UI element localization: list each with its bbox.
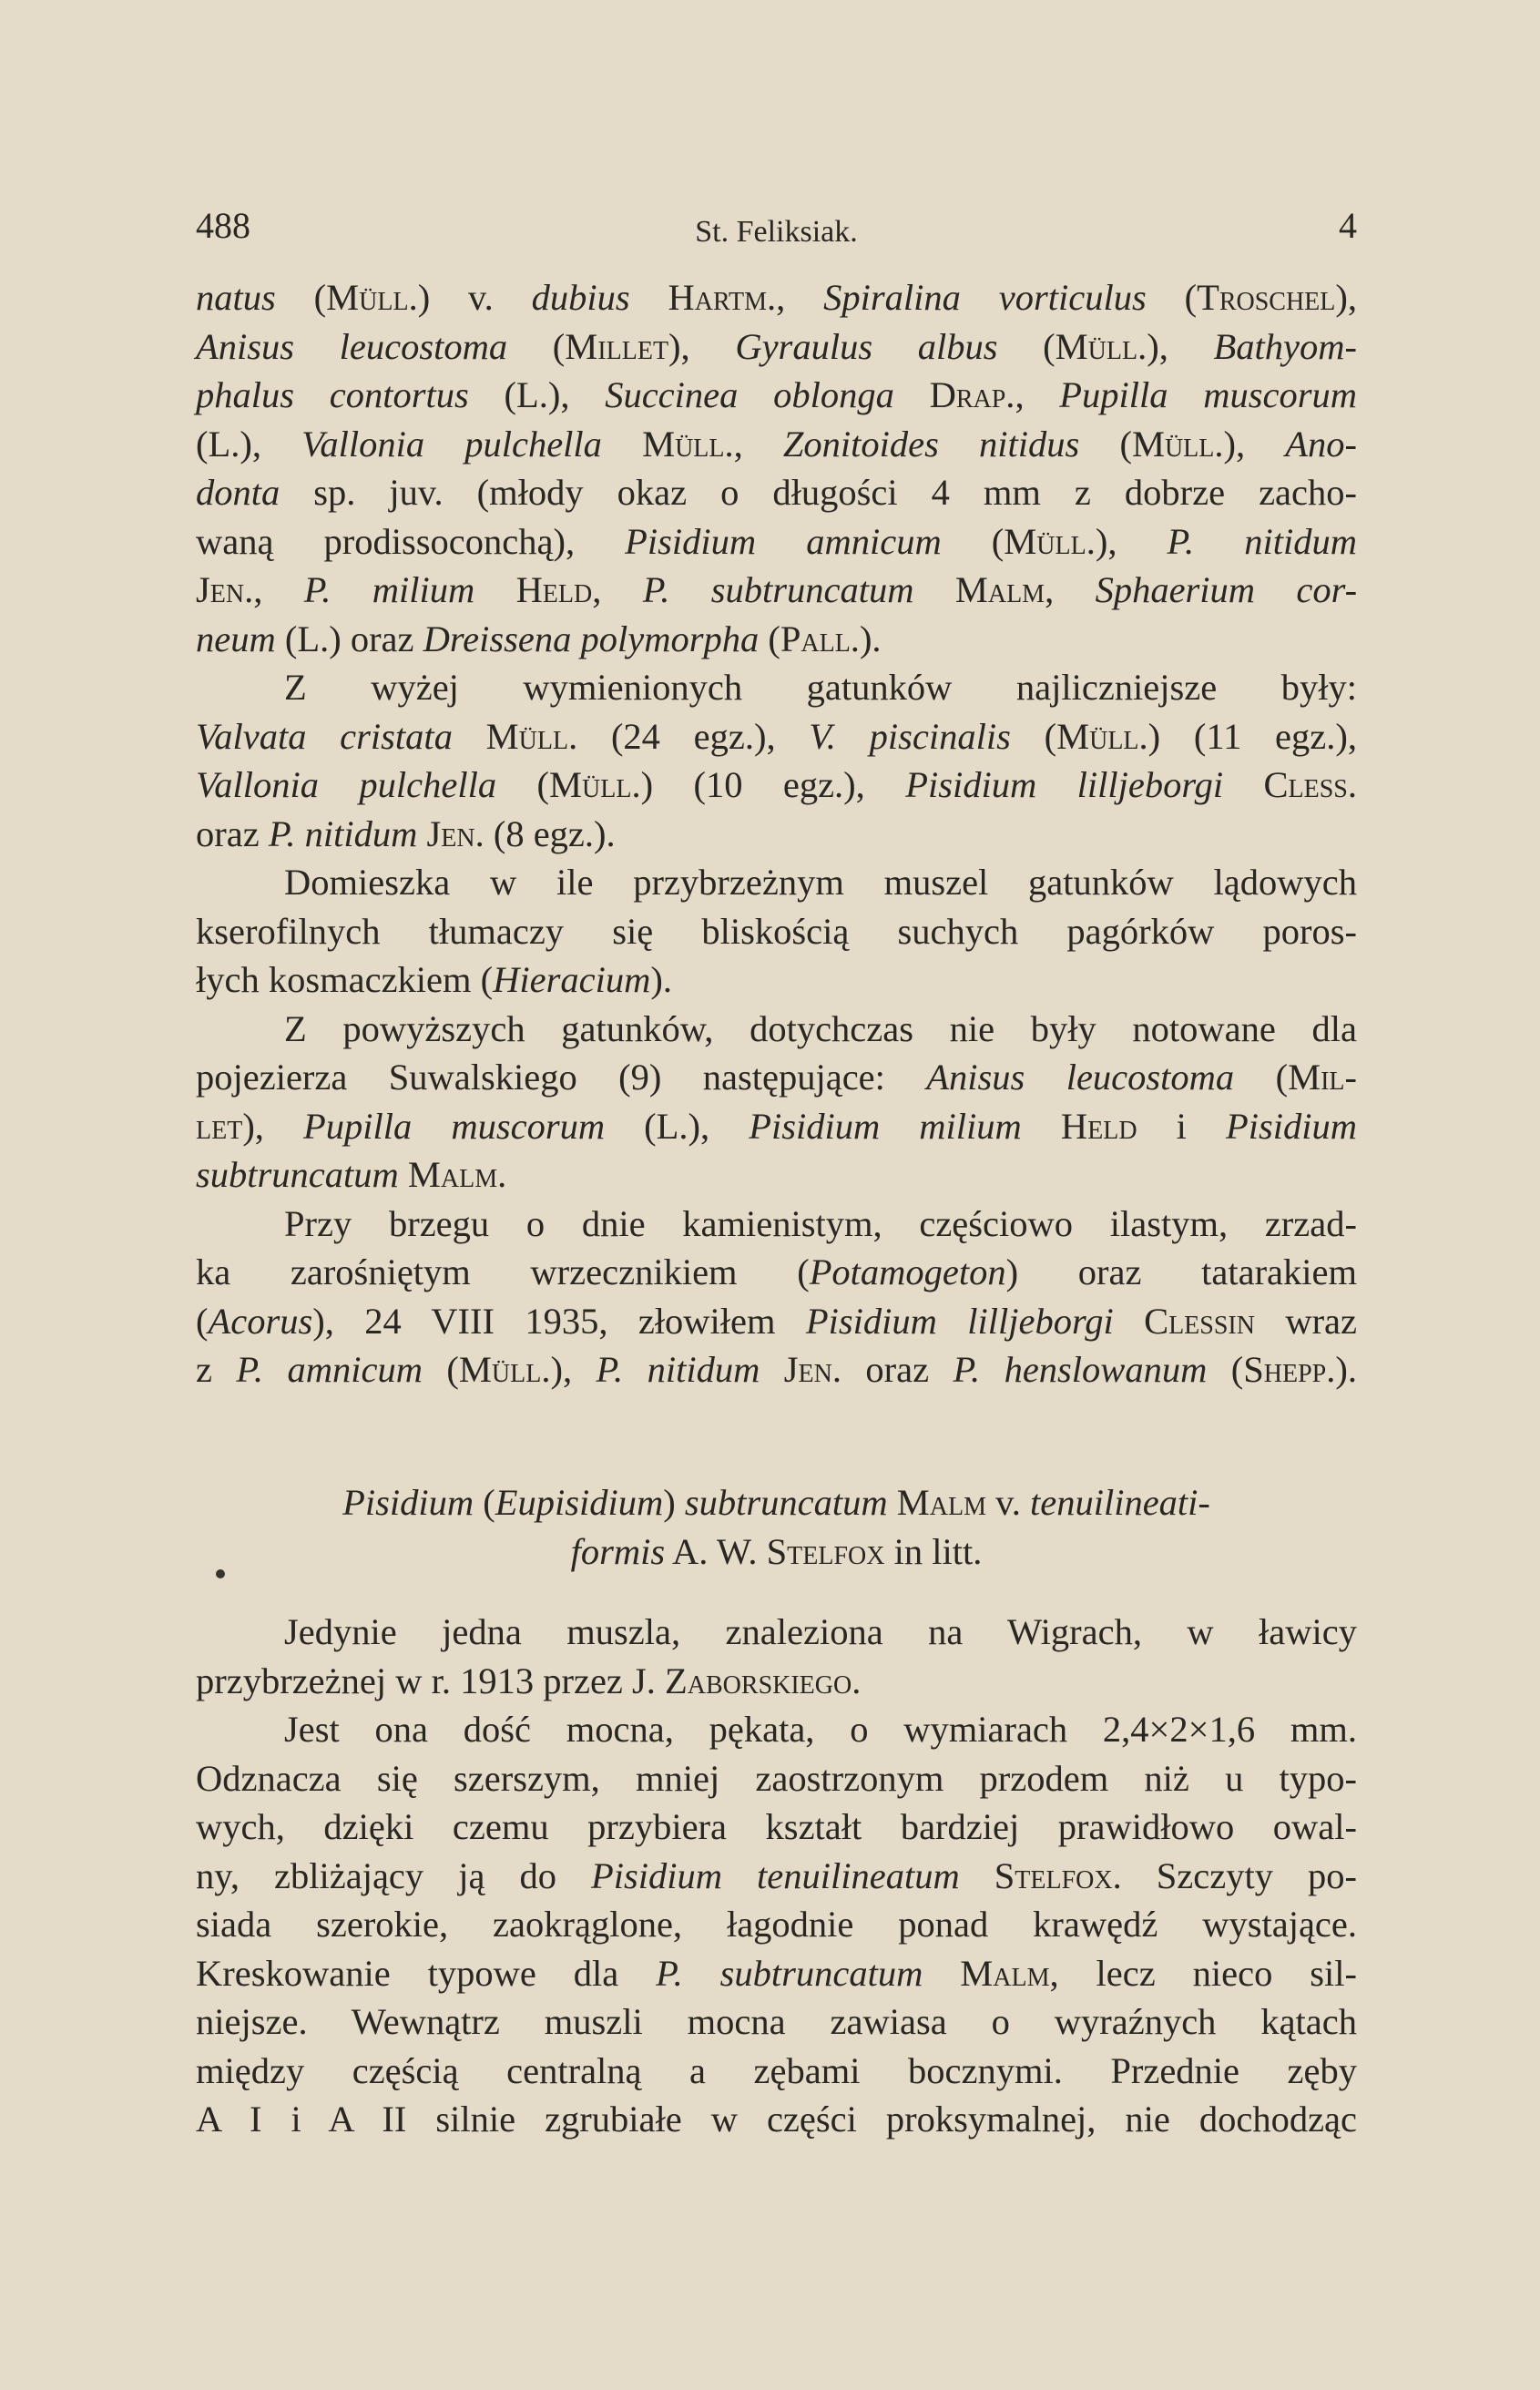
- text-run: A. W.: [665, 1530, 767, 1572]
- block2-line: [196, 1949, 1357, 1998]
- text-run: tenuilineati-: [1029, 1482, 1210, 1523]
- text-run: Müll.: [485, 715, 578, 757]
- page-number-left: 488: [196, 205, 250, 246]
- text-run: [417, 813, 426, 854]
- text-run: Malm: [896, 1482, 986, 1523]
- text-run: Przy brzegu o dnie kamienistym, częściowo ilastym, zrzad-: [284, 1202, 1357, 1244]
- text-run: Pisidium milium: [749, 1105, 1022, 1147]
- block1-line: [196, 907, 1357, 956]
- text-run: Acorus: [208, 1300, 313, 1342]
- block2-line: [196, 1997, 1357, 2047]
- block2-line: [196, 1803, 1357, 1852]
- text-run: let: [196, 1105, 243, 1147]
- text-run: Jest ona dość mocna, pękata, o wymiarach 2,4×2×1,6 mm.: [284, 1709, 1357, 1750]
- text-run: (: [1146, 277, 1198, 318]
- text-run: (: [941, 520, 1005, 562]
- text-run: (: [196, 1300, 209, 1342]
- text-run: Jen.: [426, 812, 484, 854]
- text-run: dubius: [531, 277, 630, 318]
- text-run: P. nitidum: [1167, 520, 1357, 562]
- text-run: Pisidium lilljeborgi: [805, 1300, 1114, 1342]
- text-run: oraz: [841, 1349, 954, 1390]
- block2-line: [196, 1608, 1357, 1657]
- text-run: (L.),: [468, 374, 606, 415]
- text-run: ,: [776, 277, 824, 318]
- text-run: Pisidium tenuilineatum: [590, 1854, 960, 1896]
- text-run: [894, 374, 930, 415]
- text-run: Malm: [954, 569, 1045, 610]
- text-run: Shepp.: [1243, 1349, 1336, 1390]
- text-run: P. milium: [303, 569, 475, 610]
- block2-line: [196, 1657, 1357, 1706]
- heading-line: [196, 1527, 1357, 1577]
- text-run: ny, zbliżający ją do: [196, 1854, 591, 1896]
- text-run: (: [1010, 715, 1057, 757]
- text-run: wych, dzięki czemu przybiera kształt bardziej prawidłowo owal-: [196, 1806, 1357, 1847]
- text-run: Held: [515, 569, 593, 610]
- block1-line: [196, 1102, 1357, 1151]
- text-run: phalus contortus: [196, 374, 469, 415]
- text-run: neum: [196, 618, 276, 659]
- block1-line: [196, 615, 1357, 664]
- text-run: [453, 716, 486, 757]
- text-run: Cless.: [1263, 764, 1358, 805]
- text-run: ) (11 egz.),: [1147, 715, 1357, 757]
- page-number-right: 4: [1339, 205, 1357, 246]
- text-run: [630, 277, 668, 318]
- text-run: [913, 569, 954, 610]
- text-run: Succinea oblonga: [605, 374, 894, 415]
- text-run: subtruncatum: [684, 1482, 888, 1523]
- text-run: Potamogeton: [809, 1251, 1006, 1292]
- text-run: ).: [650, 959, 672, 1000]
- text-run: Z wyżej wymienionych gatunków najliczniejsze były:: [284, 667, 1357, 708]
- text-run: P. amnicum: [236, 1349, 423, 1390]
- text-run: Pisidium: [1225, 1105, 1357, 1147]
- running-head: St. Feliksiak.: [695, 215, 858, 249]
- text-run: Pisidium lilljeborgi: [905, 764, 1224, 805]
- page-header: [196, 204, 1357, 259]
- text-run: Müll.: [1131, 423, 1224, 465]
- text-run: ,: [592, 569, 643, 610]
- text-run: [1223, 764, 1263, 805]
- text-run: ,: [253, 569, 304, 610]
- text-run: Hieracium: [493, 959, 651, 1000]
- block1-line: [196, 1297, 1357, 1346]
- text-run: Domieszka w ile przybrzeżnym muszel gatunków lądowych: [284, 862, 1357, 903]
- block1-line: [196, 468, 1357, 517]
- text-run: Clessin: [1144, 1300, 1255, 1342]
- text-run: (: [474, 1482, 495, 1523]
- text-run: .: [852, 1660, 862, 1701]
- block1-line: [196, 273, 1357, 322]
- text-run: Pupilla muscorum: [1059, 374, 1358, 415]
- block2-line: [196, 1754, 1357, 1803]
- text-run: ,: [733, 423, 783, 465]
- text-run: (L.) oraz: [275, 618, 423, 659]
- block1-line: [196, 1005, 1357, 1054]
- text-run: ),: [1147, 325, 1214, 367]
- text-run: ),: [242, 1105, 304, 1147]
- text-run: waną prodissoconchą),: [196, 520, 626, 562]
- text-run: [399, 1154, 408, 1195]
- text-run: V. piscinalis: [809, 715, 1011, 757]
- text-run: Pupilla muscorum: [303, 1105, 606, 1147]
- block1-line: [196, 663, 1357, 712]
- text-run: siada szerokie, zaokrąglone, łagodnie ponad krawędź wystające.: [196, 1904, 1357, 1945]
- text-run: Kreskowanie typowe dla: [196, 1952, 657, 1994]
- text-run: Sphaerium cor-: [1095, 569, 1358, 610]
- text-run: Odznacza się szerszym, mniej zaostrzonym przodem niż u typo-: [196, 1757, 1357, 1799]
- text-run: (: [1079, 423, 1132, 465]
- text-run: , lecz nieco sil-: [1049, 1952, 1357, 1994]
- text-run: ) v.: [417, 277, 532, 318]
- block1-line: [196, 712, 1357, 761]
- block1-line: [196, 1345, 1357, 1394]
- text-run: Jen.: [783, 1349, 841, 1390]
- text-run: (L.),: [605, 1105, 750, 1147]
- text-block-description: [196, 1608, 1357, 2144]
- text-run: P. nitidum: [596, 1349, 760, 1390]
- text-run: Pall.: [780, 618, 860, 659]
- text-run: wraz: [1254, 1300, 1358, 1342]
- text-run: ): [663, 1482, 685, 1523]
- text-run: sp. juv. (młody okaz o długości 4 mm z dobrze zacho-: [280, 472, 1357, 513]
- text-run: łych kosmaczkiem (: [196, 959, 494, 1000]
- text-run: (: [759, 618, 780, 659]
- text-run: oraz: [196, 812, 269, 854]
- text-run: (: [496, 764, 550, 805]
- text-run: [1022, 1106, 1061, 1147]
- text-run: Stelfox: [994, 1854, 1113, 1896]
- text-run: ) oraz tatarakiem: [1005, 1251, 1358, 1292]
- block1-line: [196, 1053, 1357, 1102]
- text-run: [923, 1953, 960, 1994]
- text-run: Anisus leucostoma: [196, 325, 508, 367]
- block1-line: [196, 517, 1357, 567]
- block2-line: [196, 2095, 1357, 2144]
- text-run: Spiralina vorticulus: [823, 277, 1147, 318]
- block2-line: [196, 1705, 1357, 1754]
- text-run: (24 egz.),: [577, 715, 810, 757]
- text-run: .: [497, 1154, 507, 1195]
- text-run: Drap.: [929, 374, 1015, 415]
- text-run: P. henslowanum: [953, 1349, 1208, 1390]
- text-run: ), 24 VIII 1935, złowiłem: [312, 1300, 806, 1342]
- text-run: Anisus leucostoma: [926, 1057, 1235, 1098]
- block1-line: [196, 761, 1357, 810]
- text-run: subtruncatum: [196, 1154, 399, 1195]
- text-run: Valvata cristata: [196, 715, 453, 757]
- text-run: Müll.: [1055, 325, 1147, 367]
- block1-line: [196, 420, 1357, 469]
- text-run: ,: [1045, 569, 1096, 610]
- text-run: formis: [570, 1530, 666, 1572]
- text-run: Mil-: [1288, 1057, 1357, 1098]
- block2-line: [196, 1900, 1357, 1949]
- section-heading: [196, 1478, 1357, 1576]
- block2-line: [196, 1852, 1357, 1901]
- block1-line: [196, 858, 1357, 907]
- text-run: ),: [1335, 277, 1358, 318]
- text-run: Vallonia pulchella: [196, 764, 497, 805]
- text-run: między częścią centralną a zębami bocznymi. Przednie zęby: [196, 2049, 1357, 2091]
- text-run: (: [1207, 1349, 1244, 1390]
- text-run: [888, 1482, 897, 1523]
- text-run: Zaborskiego: [665, 1660, 852, 1701]
- text-run: . Szczyty po-: [1112, 1854, 1357, 1896]
- text-run: (: [1234, 1057, 1289, 1098]
- text-run: i: [1137, 1105, 1226, 1147]
- text-run: ),: [668, 325, 736, 367]
- text-run: Pisidium: [342, 1482, 474, 1523]
- block1-line: [196, 322, 1357, 372]
- text-run: v.: [985, 1482, 1030, 1523]
- text-run: z: [196, 1349, 237, 1390]
- text-run: Millet: [565, 325, 669, 367]
- text-run: Troschel: [1197, 277, 1336, 318]
- block1-line: [196, 1200, 1357, 1249]
- text-run: Malm: [407, 1154, 498, 1195]
- text-run: niejsze. Wewnątrz muszli mocna zawiasa o wyraźnych kątach: [196, 2001, 1357, 2042]
- text-run: [760, 1349, 783, 1390]
- text-run: ),: [1223, 423, 1286, 465]
- text-run: Held: [1060, 1105, 1137, 1147]
- text-run: (L.),: [196, 423, 302, 465]
- text-run: Müll.: [1004, 520, 1096, 562]
- text-run: Z powyższych gatunków, dotychczas nie były notowane dla: [284, 1007, 1357, 1049]
- text-run: [960, 1855, 994, 1896]
- text-run: Hartm.: [668, 277, 777, 318]
- text-run: Malm: [960, 1952, 1050, 1994]
- text-run: P. subtruncatum: [656, 1952, 923, 1994]
- text-run: Zonitoides nitidus: [782, 423, 1080, 465]
- text-run: ),: [1095, 520, 1168, 562]
- text-run: [602, 424, 642, 465]
- block2-line: [196, 2047, 1357, 2096]
- text-run: natus: [196, 277, 276, 318]
- text-run: Jen.: [196, 569, 254, 610]
- block1-line: [196, 371, 1357, 420]
- block1-line: [196, 566, 1357, 615]
- text-run: Eupisidium: [495, 1482, 664, 1523]
- text-run: kserofilnych tłumaczy się bliskością suchych pagórków poros-: [196, 910, 1357, 952]
- text-run: (: [507, 325, 566, 367]
- text-run: ka zarośniętym wrzecznikiem (: [196, 1251, 810, 1292]
- text-run: (: [422, 1349, 459, 1390]
- bullet-mark: [216, 1569, 225, 1578]
- text-run: pojezierza Suwalskiego (9) następujące:: [196, 1057, 927, 1098]
- text-run: Dreissena polymorpha: [423, 618, 760, 659]
- text-run: Müll.: [326, 277, 418, 318]
- text-run: Stelfox: [766, 1530, 885, 1572]
- text-run: Vallonia pulchella: [301, 423, 602, 465]
- text-run: (: [275, 277, 327, 318]
- text-run: P. subtruncatum: [642, 569, 914, 610]
- text-run: (: [997, 325, 1056, 367]
- text-run: ).: [859, 618, 882, 659]
- text-run: ,: [1015, 374, 1060, 415]
- text-run: Bathyom-: [1213, 325, 1357, 367]
- text-run: ),: [550, 1349, 597, 1390]
- heading-line: [196, 1478, 1357, 1527]
- text-run: in litt.: [884, 1530, 983, 1572]
- block1-line: [196, 1150, 1357, 1200]
- text-run: ) (10 egz.),: [640, 764, 906, 805]
- text-run: A I i A II silnie zgrubiałe w części proksymalnej, nie dochodząc: [196, 2099, 1357, 2140]
- text-run: ).: [1335, 1349, 1357, 1390]
- text-run: Jedynie jedna muszla, znaleziona na Wigrach, w ławicy: [284, 1611, 1357, 1652]
- text-run: Müll.: [549, 764, 641, 805]
- block1-line: [196, 810, 1357, 859]
- text-run: Müll.: [1056, 715, 1148, 757]
- text-run: [474, 569, 515, 610]
- text-run: Müll.: [642, 423, 734, 465]
- text-run: [1114, 1301, 1144, 1342]
- text-run: przybrzeżnej w r. 1913 przez J.: [196, 1660, 666, 1701]
- text-block-species-list: [196, 273, 1357, 1394]
- text-run: Gyraulus albus: [735, 325, 998, 367]
- text-run: Pisidium amnicum: [625, 520, 942, 562]
- text-run: (8 egz.).: [484, 812, 616, 854]
- text-run: donta: [196, 472, 280, 513]
- text-run: P. nitidum: [268, 812, 418, 854]
- text-run: Ano-: [1285, 423, 1357, 465]
- text-run: Müll.: [458, 1349, 551, 1390]
- block1-line: [196, 955, 1357, 1005]
- block1-line: [196, 1248, 1357, 1297]
